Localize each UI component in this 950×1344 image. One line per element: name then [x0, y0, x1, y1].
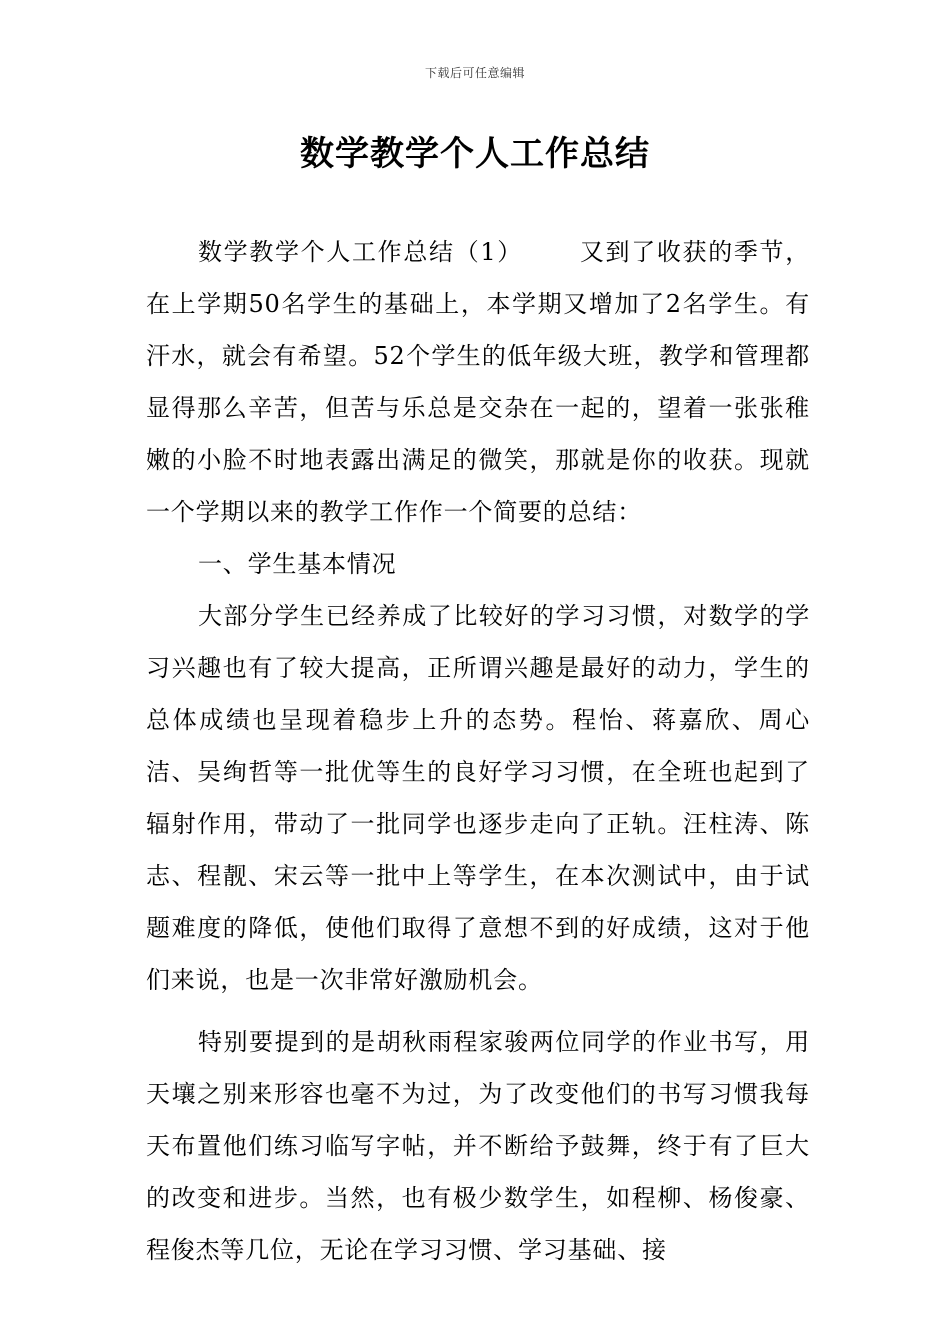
- intro-label: 数学教学个人工作总结（1）: [198, 238, 523, 266]
- document-title: 数学教学个人工作总结: [300, 134, 650, 174]
- header-note: 下载后可任意编辑: [424, 66, 525, 80]
- intro-body: 又到了收获的季节，在上学期50名学生的基础上，本学期又增加了2名学生。有汗水，就会有希望。52个学生的低年级大班，教学和管理都显得那么辛苦，但苦与乐总是交杂在一起的，望着一张张稚嫩的小脸不时地表露出满足的微笑，那就是你的收获。现就一个学期以来的教学工作作一个简要的总结：: [146, 238, 811, 526]
- paragraph-2: 特别要提到的是胡秋雨程家骏两位同学的作业书写，用天壤之别来形容也毫不为过，为了改变他们的书写习惯我每天布置他们练习临写字帖，并不断给予鼓舞，终于有了巨大的改变和进步。当然，也有极少数学生，如程柳、杨俊豪、程俊杰等几位，无论在学习习惯、学习基础、接: [146, 1028, 810, 1264]
- section-heading: 一、学生基本情况: [198, 550, 397, 578]
- intro-paragraph: [146, 226, 810, 538]
- paragraph-1: 大部分学生已经养成了比较好的学习习惯，对数学的学习兴趣也有了较大提高，正所谓兴趣是最好的动力，学生的总体成绩也呈现着稳步上升的态势。程怡、蒋嘉欣、周心洁、吴绚哲等一批优等生的良好学习习惯，在全班也起到了辐射作用，带动了一批同学也逐步走向了正轨。汪柱涛、陈志、程靓、宋云等一批中上等学生，在本次测试中，由于试题难度的降低，使他们取得了意想不到的好成绩，这对于他们来说，也是一次非常好激励机会。: [146, 602, 810, 994]
- document-body: [146, 226, 810, 1276]
